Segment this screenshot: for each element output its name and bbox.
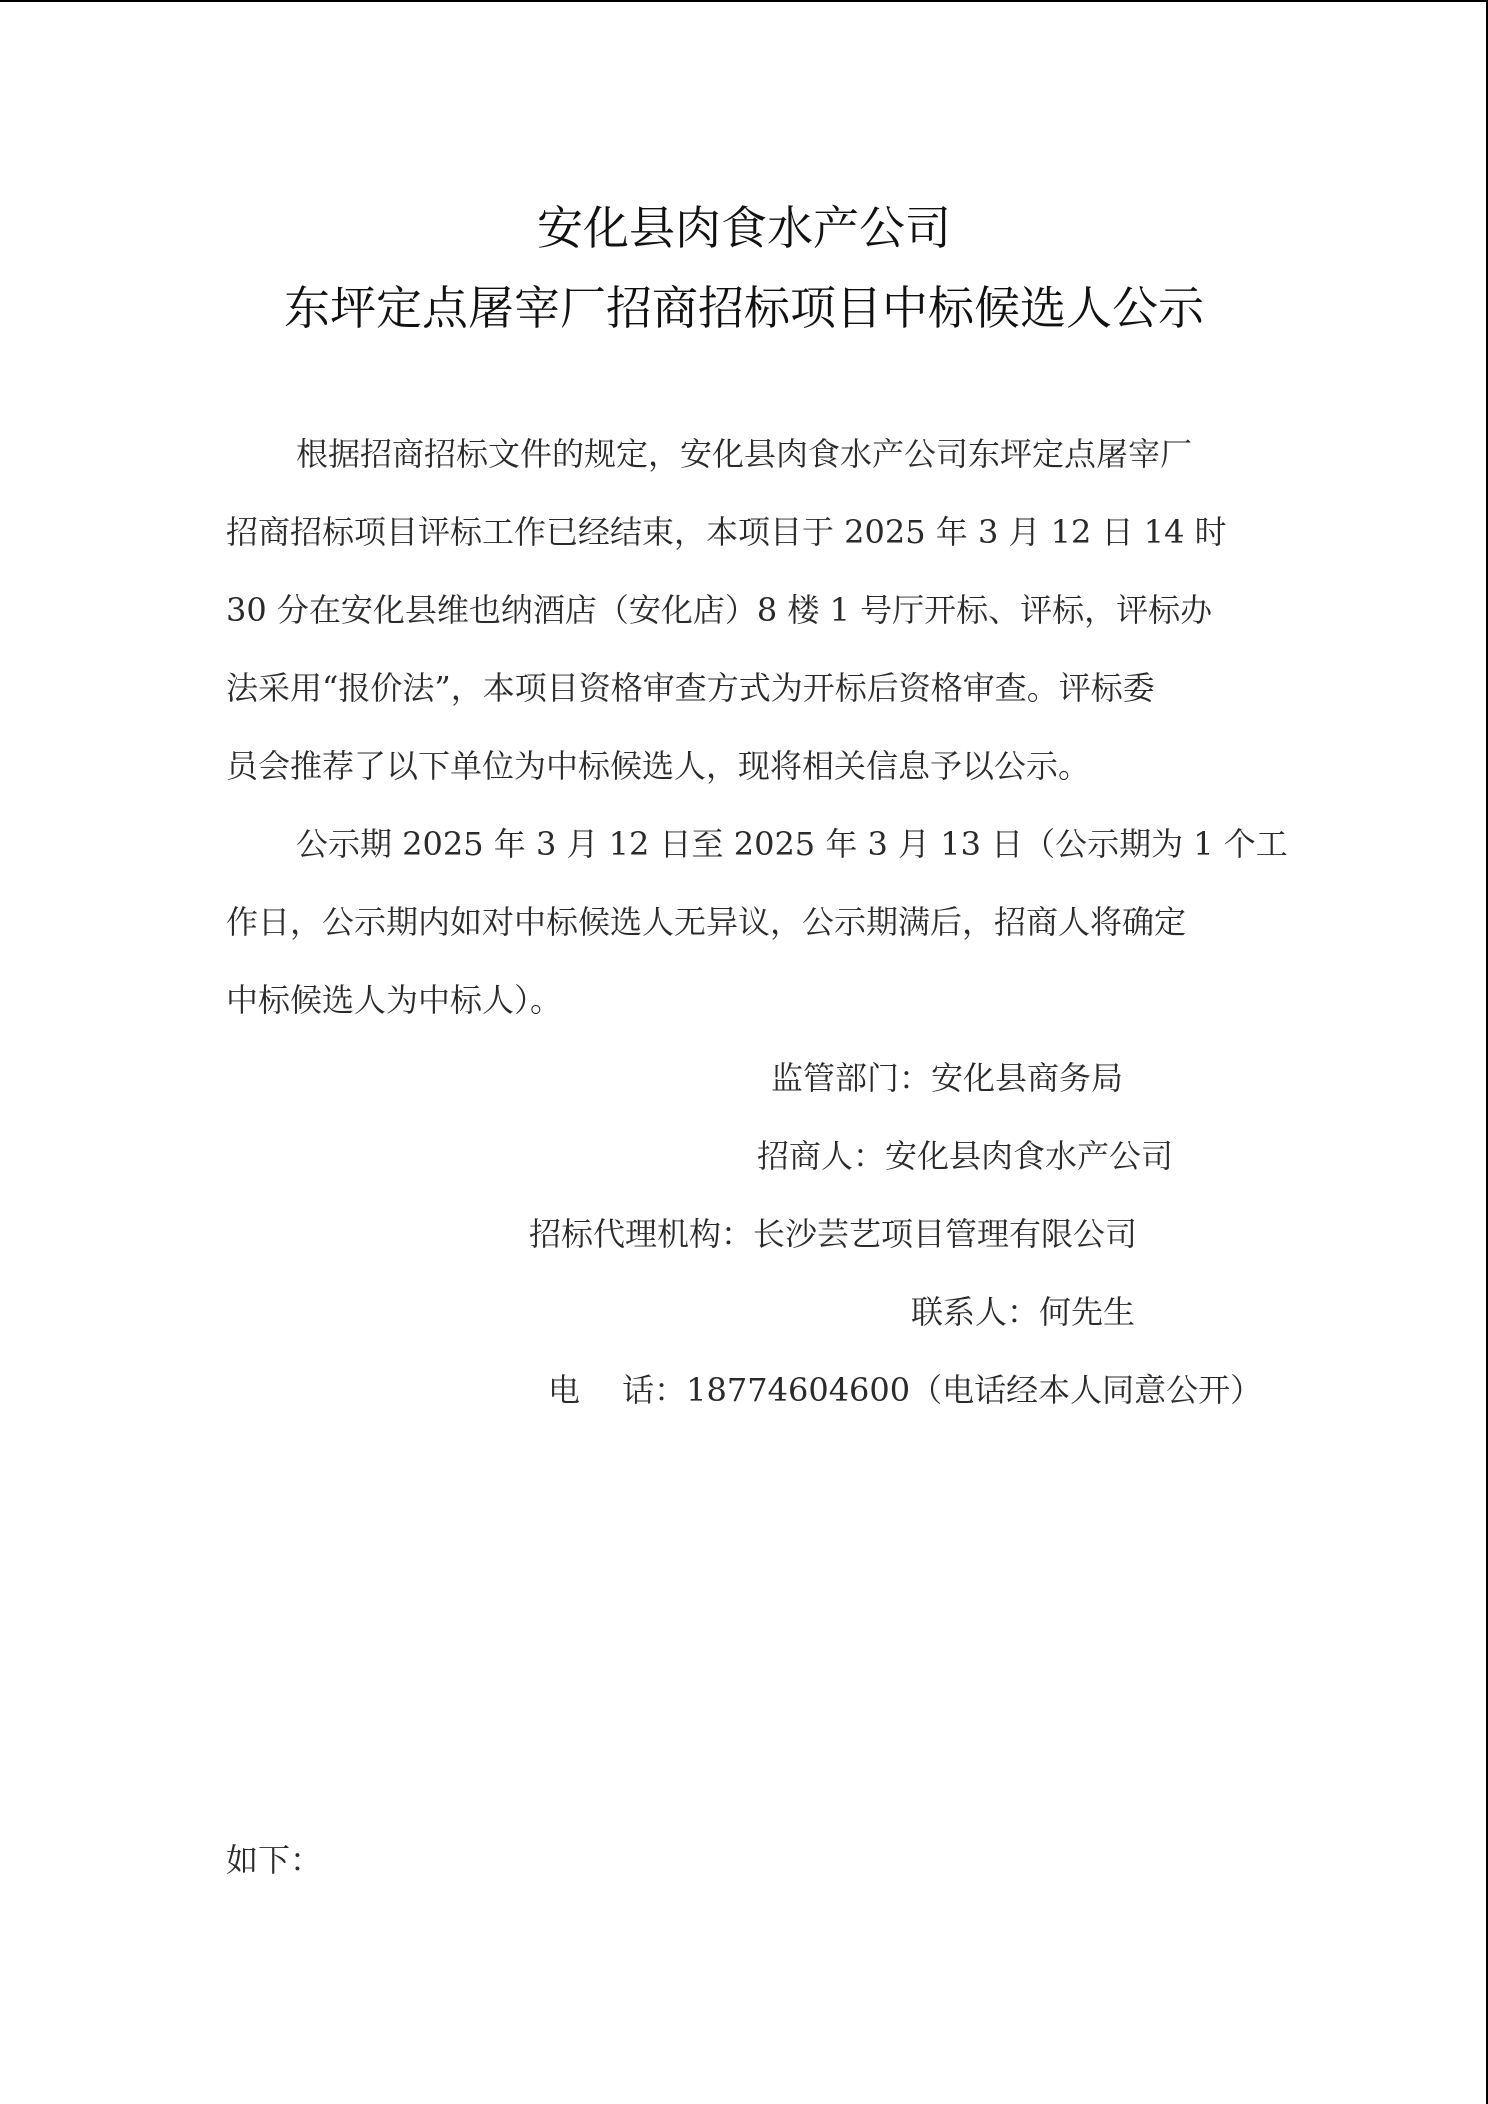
paragraph-2-line-3: 中标候选人为中标人）。 bbox=[226, 981, 563, 1019]
tenderer-line: 招商人：安化县肉食水产公司 bbox=[757, 1137, 1174, 1175]
phone-line: 电 话：18774604600（电话经本人同意公开） bbox=[548, 1371, 1263, 1409]
supervisor-line: 监管部门：安化县商务局 bbox=[771, 1059, 1124, 1097]
paragraph-2-line-1: 公示期 2025 年 3 月 12 日至 2025 年 3 月 13 日（公示期为 1 个工 bbox=[296, 825, 1288, 863]
contact-line: 联系人：何先生 bbox=[911, 1293, 1136, 1331]
paragraph-1-line-4: 法采用“报价法”，本项目资格审查方式为开标后资格审查。评标委 bbox=[226, 669, 1155, 707]
title-line-1: 安化县肉食水产公司 bbox=[537, 201, 951, 255]
paragraph-1-line-3: 30 分在安化县维也纳酒店（安化店）8 楼 1 号厅开标、评标，评标办 bbox=[226, 591, 1213, 629]
agency-line: 招标代理机构：长沙芸艺项目管理有限公司 bbox=[529, 1215, 1138, 1253]
title-line-2: 东坪定点屠宰厂招商招标项目中标候选人公示 bbox=[284, 281, 1204, 335]
as-follows-label: 如下： bbox=[226, 1841, 323, 1879]
paragraph-1-line-5: 员会推荐了以下单位为中标候选人，现将相关信息予以公示。 bbox=[226, 747, 1091, 785]
paragraph-1-line-2: 招商招标项目评标工作已经结束，本项目于 2025 年 3 月 12 日 14 时 bbox=[226, 513, 1227, 551]
paragraph-1-line-1: 根据招商招标文件的规定，安化县肉食水产公司东坪定点屠宰厂 bbox=[296, 435, 1193, 473]
paragraph-2-line-2: 作日，公示期内如对中标候选人无异议，公示期满后，招商人将确定 bbox=[226, 903, 1187, 941]
